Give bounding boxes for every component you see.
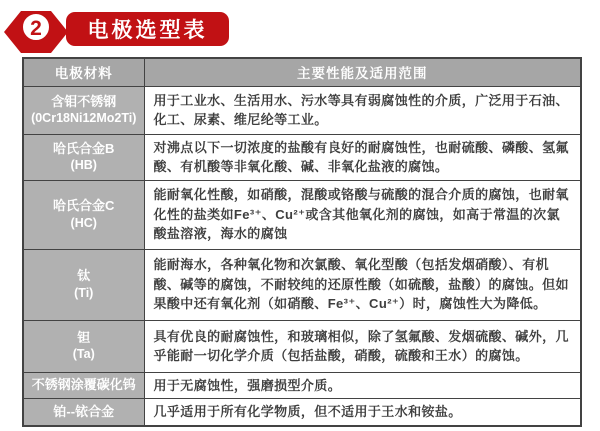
material-code: (Ta) <box>72 347 95 362</box>
material-name: 哈氏合金B <box>53 140 115 156</box>
table-header-row <box>23 58 581 86</box>
material-cell <box>23 180 144 249</box>
material-code: (Ti) <box>74 285 94 300</box>
description-cell: 用于无腐蚀性，强磨损型介质。 <box>144 372 581 399</box>
table-row <box>23 372 581 399</box>
material-cell <box>23 372 144 399</box>
table-row <box>23 180 581 249</box>
table-row <box>23 249 581 320</box>
description-cell: 对沸点以下一切浓度的盐酸有良好的耐腐蚀性，也耐硫酸、磷酸、氢氟酸、有机酸等非氧化酸、碱、非氧化盐液的腐蚀。 <box>144 134 581 180</box>
electrode-selection-table <box>22 57 582 427</box>
material-cell <box>23 86 144 134</box>
description-cell: 用于工业水、生活用水、污水等具有弱腐蚀性的介质，广泛用于石油、化工、尿素、维尼纶等工业。 <box>144 86 581 134</box>
description-cell: 能耐氧化性酸，如硝酸，混酸或铬酸与硫酸的混合介质的腐蚀，也耐氧化性的盐类如Fe³⁺、Cu²⁺或含其他氧化剂的腐蚀，如高于常温的次氯酸盐溶液，海水的腐蚀 <box>144 180 581 249</box>
material-cell <box>23 320 144 372</box>
material-name: 含钼不锈钢 <box>51 93 117 109</box>
table-row <box>23 320 581 372</box>
badge-number: 2 <box>30 17 42 40</box>
page-title: 电极选型表 <box>87 19 208 42</box>
material-name: 钽 <box>77 329 91 345</box>
table-row <box>23 134 581 180</box>
material-name: 哈氏合金C <box>53 198 115 214</box>
description-cell: 几乎适用于所有化学物质，但不适用于王水和铵盐。 <box>144 399 581 426</box>
material-cell <box>23 399 144 426</box>
material-name: 不锈钢涂覆碳化钨 <box>31 377 136 393</box>
column-header-material: 电极材料 <box>23 58 144 86</box>
hexagon-badge-icon <box>2 8 70 56</box>
material-name: 铂--铱合金 <box>53 403 115 419</box>
material-cell <box>23 249 144 320</box>
material-code: (HC) <box>70 215 97 230</box>
material-cell <box>23 134 144 180</box>
table-row <box>23 399 581 426</box>
section-title-pill <box>66 12 229 46</box>
material-code: (HB) <box>70 158 97 173</box>
section-number-badge <box>2 8 70 61</box>
description-cell: 具有优良的耐腐蚀性，和玻璃相似，除了氢氟酸、发烟硫酸、碱外，几乎能耐一切化学介质（包括盐酸，硝酸，硫酸和王水）的腐蚀。 <box>144 320 581 372</box>
description-cell: 能耐海水，各种氧化物和次氯酸、氧化型酸（包括发烟硝酸）、有机酸、碱等的腐蚀，不耐较纯的还原性酸（如硫酸，盐酸）的腐蚀。但如果酸中还有氧化剂（如硝酸、Fe³⁺、Cu²⁺）时，腐蚀性大为降低。 <box>144 249 581 320</box>
material-code: (0Cr18Ni12Mo2Ti) <box>31 111 137 126</box>
material-name: 钛 <box>77 268 91 284</box>
table-row <box>23 86 581 134</box>
column-header-performance: 主要性能及适用范围 <box>144 58 581 86</box>
electrode-table-container <box>22 57 582 427</box>
